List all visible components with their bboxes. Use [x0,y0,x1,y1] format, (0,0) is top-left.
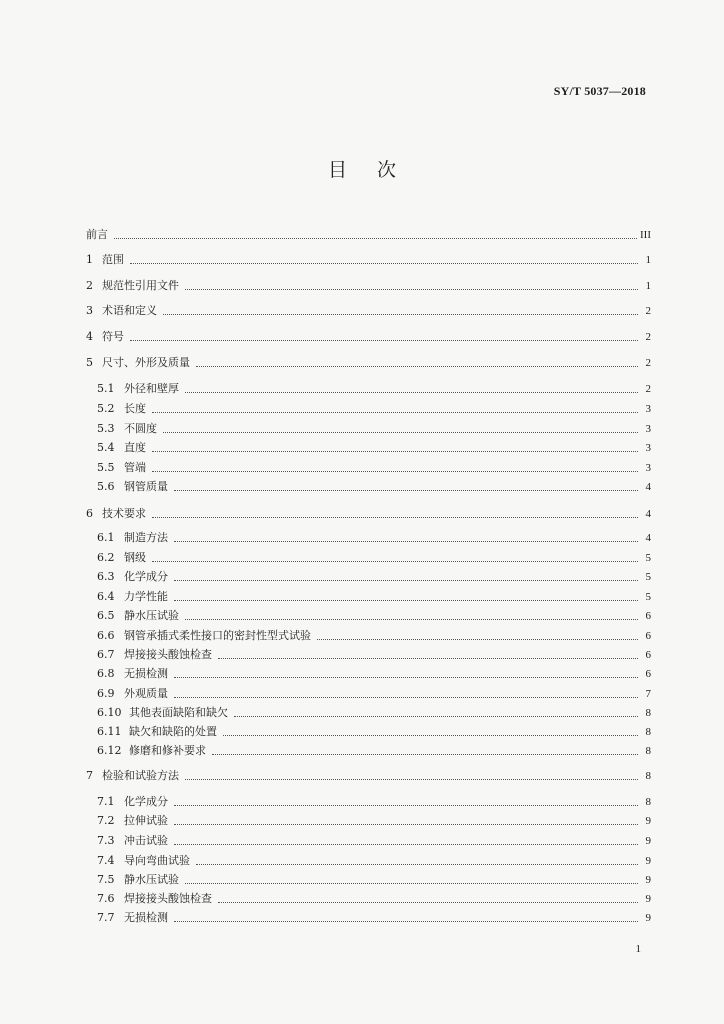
toc-entry-number: 6.11 [97,725,122,738]
toc-entry-page: 8 [645,707,651,719]
toc-entry-page: 4 [645,508,651,520]
toc-leader-dots [152,560,638,562]
toc-entry-number: 5.1 [97,382,115,395]
toc-entry-page: 1 [645,280,651,292]
toc-entry[interactable] [86,352,651,370]
toc-leader-dots [185,391,638,393]
toc-entry-page: 9 [645,893,651,905]
toc-entry[interactable] [97,586,651,604]
toc-entry-page: 7 [645,688,651,700]
toc-entry-label: 范围 [102,253,124,266]
toc-entry-label: 制造方法 [124,531,168,544]
toc-leader-dots [152,470,638,472]
toc-entry-number: 7 [86,769,93,782]
toc-leader-dots [196,863,638,865]
toc-leader-dots [152,450,638,452]
page-number: 1 [635,943,641,955]
toc-entry-page: 6 [645,630,651,642]
toc-leader-dots [185,778,638,780]
toc-entry-page: 8 [645,745,651,757]
toc-entry-label: 术语和定义 [102,304,157,317]
toc-entry[interactable] [97,907,651,925]
toc-entry-number: 7.1 [97,795,115,808]
toc-entry[interactable] [86,300,651,318]
toc-entry-page: 6 [645,649,651,661]
toc-entry-label: 检验和试验方法 [102,769,179,782]
toc-entry-label: 静水压试验 [124,873,179,886]
toc-leader-dots [185,882,638,884]
toc-entry-number: 7.6 [97,892,115,905]
toc-entry[interactable] [97,644,651,662]
toc-entry-label: 拉伸试验 [124,814,168,827]
toc-entry-number: 7.4 [97,854,115,867]
toc-entry-number: 5 [86,356,93,369]
toc-entry-number: 5.5 [97,461,115,474]
standard-code: SY/T 5037—2018 [553,84,646,98]
toc-entry-label: 外径和壁厚 [124,382,179,395]
toc-leader-dots [130,339,638,341]
toc-entry-page: 6 [645,668,651,680]
toc-entry[interactable] [97,566,651,584]
toc-entry-label: 符号 [102,330,124,343]
toc-entry[interactable] [97,702,651,720]
toc-entry-number: 6.2 [97,551,115,564]
toc-entry-page: 8 [645,770,651,782]
toc-entry-number: 7.5 [97,873,115,886]
toc-entry-label: 钢管质量 [124,480,168,493]
toc-entry-number: 6.7 [97,648,115,661]
toc-entry-page: 3 [645,462,651,474]
toc-entry[interactable] [97,683,651,701]
toc-entry-number: 3 [86,304,93,317]
toc-leader-dots [174,676,638,678]
toc-leader-dots [218,657,638,659]
toc-entry-label: 技术要求 [102,507,146,520]
toc-entry-label: 尺寸、外形及质量 [102,356,190,369]
toc-entry[interactable] [97,830,651,848]
toc-entry-page: 3 [645,442,651,454]
toc-entry-page: 4 [645,532,651,544]
toc-entry-label: 冲击试验 [124,834,168,847]
toc-entry-page: 3 [645,403,651,415]
toc-entry[interactable] [86,249,651,267]
toc-entry[interactable] [97,791,651,809]
toc-entry-label: 其他表面缺陷和缺欠 [129,706,228,719]
toc-entry[interactable] [97,547,651,565]
toc-leader-dots [317,638,638,640]
toc-leader-dots [174,823,638,825]
toc-entry[interactable] [97,476,651,494]
toc-entry[interactable] [97,378,651,396]
toc-entry-page: 6 [645,610,651,622]
toc-leader-dots [174,696,638,698]
toc-entry-label: 化学成分 [124,570,168,583]
page-title [0,155,724,182]
toc-leader-dots [212,753,638,755]
toc-entry-label: 焊接接头酸蚀检查 [124,892,212,905]
toc-entry-page: 9 [645,855,651,867]
toc-entry-page: 3 [645,423,651,435]
toc-entry-label: 规范性引用文件 [102,279,179,292]
toc-entry[interactable] [97,605,651,623]
toc-entry-page: 9 [645,912,651,924]
toc-entry-page: 4 [645,481,651,493]
toc-entry[interactable] [86,275,651,293]
toc-entry[interactable] [97,625,651,643]
toc-entry-label: 管端 [124,461,146,474]
toc-entry-number: 7.3 [97,834,115,847]
toc-entry-page: 2 [645,383,651,395]
toc-leader-dots [223,734,638,736]
toc-leader-dots [163,431,638,433]
toc-entry[interactable] [97,721,651,739]
toc-entry-label: 无损检测 [124,667,168,680]
toc-entry-number: 4 [86,330,93,343]
toc-entry[interactable] [97,457,651,475]
toc-entry-number: 6.10 [97,706,122,719]
toc-entry-page: III [640,229,651,241]
toc-entry-label: 前言 [86,228,108,241]
toc-entry[interactable] [97,740,651,758]
toc-leader-dots [174,579,638,581]
toc-entry-number: 5.2 [97,402,115,415]
toc-entry-label: 无损检测 [124,911,168,924]
toc-entry[interactable] [97,850,651,868]
toc-leader-dots [174,804,638,806]
toc-entry-number: 6.8 [97,667,115,680]
toc-entry-label: 静水压试验 [124,609,179,622]
toc-leader-dots [185,618,638,620]
toc-entry-page: 9 [645,874,651,886]
toc-entry-page: 5 [645,571,651,583]
toc-leader-dots [174,489,638,491]
toc-entry-page: 5 [645,591,651,603]
toc-leader-dots [174,920,638,922]
toc-entry-number: 6.3 [97,570,115,583]
toc-entry[interactable] [86,224,651,242]
toc-entry-number: 6 [86,507,93,520]
toc-entry-label: 焊接接头酸蚀检查 [124,648,212,661]
toc-entry-label: 直度 [124,441,146,454]
toc-entry-page: 2 [645,331,651,343]
toc-entry[interactable] [97,398,651,416]
toc-leader-dots [234,715,638,717]
toc-leader-dots [218,901,638,903]
toc-entry-label: 缺欠和缺陷的处置 [129,725,217,738]
toc-entry-number: 6.5 [97,609,115,622]
toc-entry-page: 2 [645,357,651,369]
toc-entry-label: 不圆度 [124,422,157,435]
toc-entry[interactable] [97,869,651,887]
toc-entry-label: 力学性能 [124,590,168,603]
toc-entry-number: 6.4 [97,590,115,603]
title-char-1: 目 [327,159,347,181]
toc-leader-dots [152,411,638,413]
toc-entry[interactable] [97,888,651,906]
toc-leader-dots [196,365,638,367]
toc-entry-page: 8 [645,726,651,738]
toc-entry[interactable] [86,503,651,521]
toc-leader-dots [174,843,638,845]
toc-entry-number: 7.2 [97,814,115,827]
toc-entry-number: 6.12 [97,744,122,757]
toc-entry[interactable] [97,418,651,436]
toc-entry-page: 5 [645,552,651,564]
toc-entry[interactable] [86,326,651,344]
toc-entry-label: 导向弯曲试验 [124,854,190,867]
toc-entry-label: 外观质量 [124,687,168,700]
toc-leader-dots [130,262,638,264]
toc-entry-page: 1 [645,254,651,266]
toc-entry-number: 6.1 [97,531,115,544]
toc-leader-dots [174,540,638,542]
toc-entry-number: 6.6 [97,629,115,642]
toc-entry-label: 长度 [124,402,146,415]
toc-leader-dots [114,237,637,239]
toc-entry[interactable] [97,663,651,681]
toc-entry-label: 钢管承插式柔性接口的密封性型式试验 [124,629,311,642]
toc-leader-dots [185,288,638,290]
toc-entry[interactable] [86,765,651,783]
toc-entry-page: 9 [645,835,651,847]
toc-entry-page: 2 [645,305,651,317]
toc-leader-dots [174,599,638,601]
toc-entry-label: 修磨和修补要求 [129,744,206,757]
toc-entry[interactable] [97,527,651,545]
toc-entry-label: 钢级 [124,551,146,564]
toc-leader-dots [152,516,638,518]
toc-entry-number: 1 [86,253,93,266]
toc-entry-number: 2 [86,279,93,292]
toc-entry-number: 5.3 [97,422,115,435]
toc-leader-dots [163,313,638,315]
toc-entry-number: 5.4 [97,441,115,454]
toc-entry-number: 7.7 [97,911,115,924]
toc-entry-number: 5.6 [97,480,115,493]
toc-entry-number: 6.9 [97,687,115,700]
toc-entry-label: 化学成分 [124,795,168,808]
toc-entry-page: 8 [645,796,651,808]
toc-entry[interactable] [97,437,651,455]
title-char-2: 次 [377,159,397,181]
toc-entry[interactable] [97,810,651,828]
toc-entry-page: 9 [645,815,651,827]
